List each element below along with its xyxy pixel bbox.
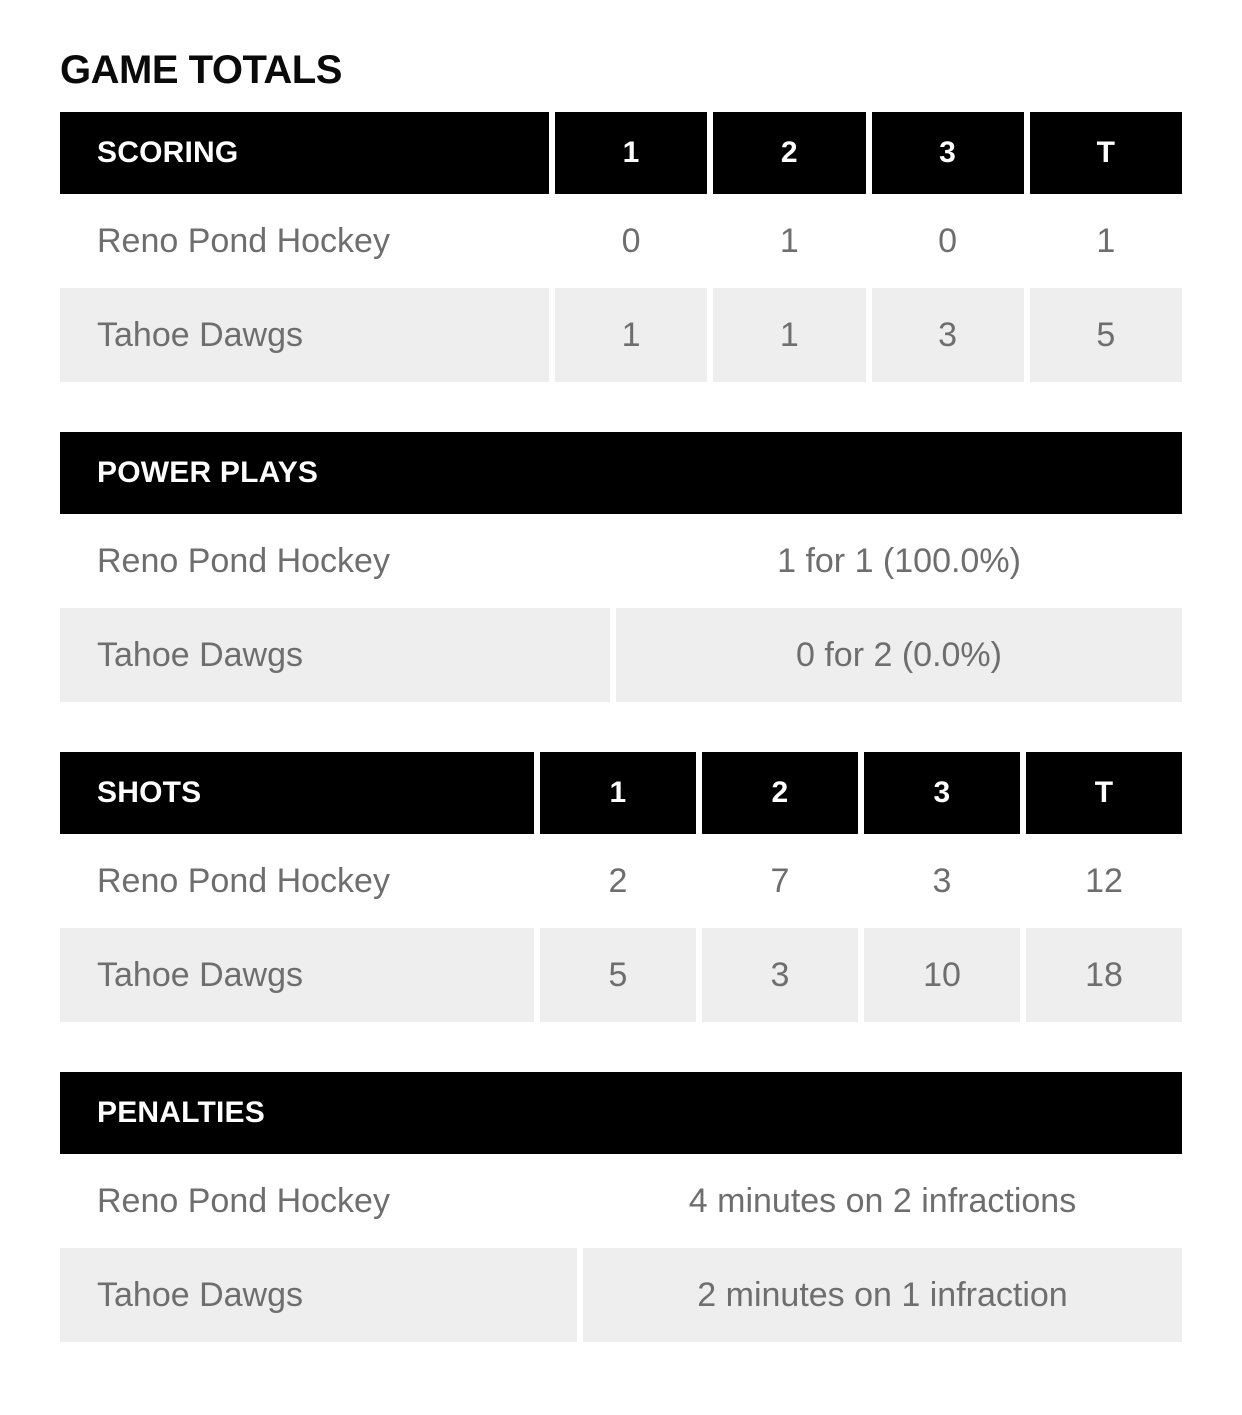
shots-value: 7	[770, 861, 790, 900]
power-plays-table	[60, 432, 1182, 702]
table-row	[60, 608, 1182, 702]
power-plays-header-label: POWER PLAYS	[60, 432, 1182, 514]
shots-col-total: T	[1026, 752, 1182, 834]
power-plays-header-row	[60, 432, 1182, 514]
scoring-value: 1	[1096, 221, 1116, 260]
team-name: Reno Pond Hockey	[97, 541, 390, 580]
shots-col-period-2: 2	[702, 752, 858, 834]
table-row	[60, 1248, 1182, 1342]
team-name: Tahoe Dawgs	[60, 288, 549, 382]
team-name: Reno Pond Hockey	[97, 221, 390, 260]
team-name: Tahoe Dawgs	[60, 928, 534, 1022]
scoring-value: 1	[555, 288, 707, 382]
penalties-header-row	[60, 1072, 1182, 1154]
scoring-table	[60, 112, 1182, 382]
scoring-value: 0	[938, 221, 958, 260]
penalties-value: 2 minutes on 1 infraction	[583, 1248, 1182, 1342]
shots-table	[60, 752, 1182, 1022]
scoring-value: 3	[872, 288, 1024, 382]
scoring-col-period-2: 2	[713, 112, 865, 194]
shots-value: 2	[608, 861, 628, 900]
shots-value: 3	[932, 861, 952, 900]
scoring-header-label: SCORING	[60, 112, 549, 194]
shots-value: 12	[1085, 861, 1123, 900]
scoring-value: 0	[621, 221, 641, 260]
scoring-col-total: T	[1030, 112, 1182, 194]
table-row	[60, 928, 1182, 1022]
table-row	[60, 514, 1182, 608]
shots-value: 3	[702, 928, 858, 1022]
shots-value: 5	[540, 928, 696, 1022]
scoring-value: 1	[779, 221, 799, 260]
game-totals-page	[60, 48, 1182, 1342]
shots-header-label: SHOTS	[60, 752, 534, 834]
shots-header-row	[60, 752, 1182, 834]
team-name: Tahoe Dawgs	[60, 1248, 577, 1342]
penalties-table	[60, 1072, 1182, 1342]
team-name: Reno Pond Hockey	[97, 861, 390, 900]
shots-value: 18	[1026, 928, 1182, 1022]
shots-col-period-1: 1	[540, 752, 696, 834]
scoring-col-period-1: 1	[555, 112, 707, 194]
team-name: Tahoe Dawgs	[60, 608, 610, 702]
scoring-value: 1	[713, 288, 865, 382]
penalties-header-label: PENALTIES	[60, 1072, 1182, 1154]
shots-value: 10	[864, 928, 1020, 1022]
team-name: Reno Pond Hockey	[97, 1181, 390, 1220]
page-title: GAME TOTALS	[60, 48, 342, 92]
power-plays-value: 0 for 2 (0.0%)	[616, 608, 1182, 702]
scoring-col-period-3: 3	[872, 112, 1024, 194]
table-row	[60, 1154, 1182, 1248]
power-plays-value: 1 for 1 (100.0%)	[777, 541, 1021, 580]
scoring-value: 5	[1030, 288, 1182, 382]
penalties-value: 4 minutes on 2 infractions	[688, 1181, 1077, 1220]
shots-col-period-3: 3	[864, 752, 1020, 834]
table-row	[60, 288, 1182, 382]
table-row	[60, 834, 1182, 928]
table-row	[60, 194, 1182, 288]
scoring-header-row	[60, 112, 1182, 194]
